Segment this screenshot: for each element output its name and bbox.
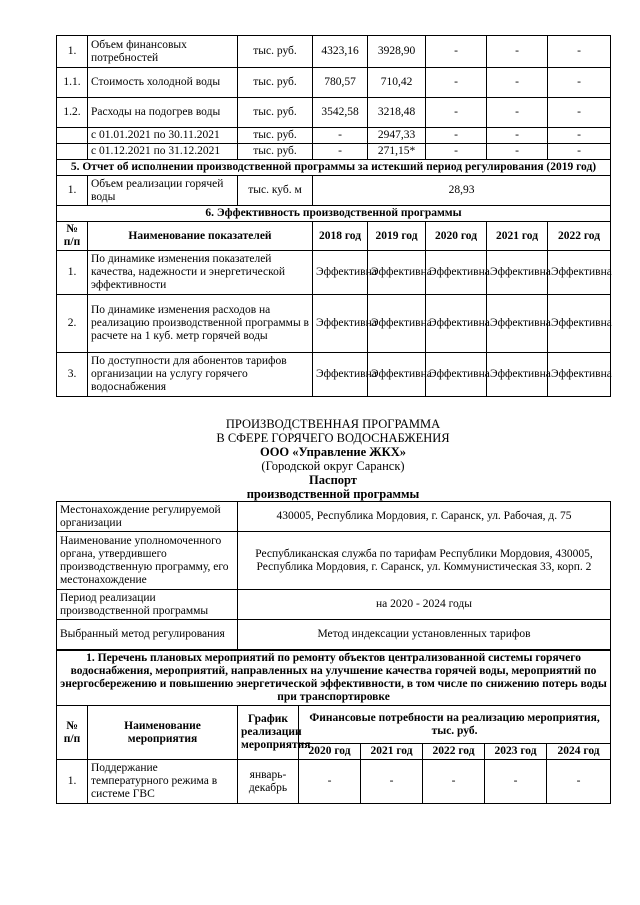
table-row: с 01.12.2021 по 31.12.2021 тыс. руб. - 271,15* - - - [57,144,611,160]
section-title-row [57,206,611,222]
heading-line-4: (Городской округ Саранск) [261,459,405,473]
section-title-row [57,160,611,176]
table-row: Наименование уполномоченного органа, утвердившего производственную программу, его местонахождение Республиканская служба по тарифам Республики Мордовия, 430005, Республика Мордовия, г. Саранск, ул. Коммунистическая 33, корп. 2 [57,532,611,590]
table-row: 3. По доступности для абонентов тарифов организации на услугу горячего водоснабжения Эффективна Эффективна Эффективна Эффективна Эффективна [57,353,611,397]
table-header-row: № п/п Наименование мероприятия График реализации мероприятия Финансовые потребности на реализацию мероприятия, тыс. руб. [57,706,611,744]
passport-table [56,501,611,650]
heading-line-2: В СФЕРЕ ГОРЯЧЕГО ВОДОСНАБЖЕНИЯ [216,431,450,445]
heading-line-6: производственной программы [246,487,420,501]
table-row: Местонахождение регулируемой организации 430005, Республика Мордовия, г. Саранск, ул. Рабочая, д. 75 [57,502,611,532]
heading-line-3: ООО «Управление ЖКХ» [259,445,407,459]
table-row: 1.2. Расходы на подогрев воды тыс. руб. 3542,58 3218,48 - - - [57,98,611,128]
table-row: Период реализации производственной программы на 2020 - 2024 годы [57,590,611,620]
table-row: 1. Объем реализации горячей воды тыс. куб. м 28,93 [57,176,611,206]
table-row: 2. По динамике изменения расходов на реализацию производственной программы в расчете на 1 куб. метр горячей воды Эффективна Эффективна Эффективна Эффективна Эффективна [57,295,611,353]
table-row: с 01.01.2021 по 30.11.2021 тыс. руб. - 2947,33 - - - [57,128,611,144]
table-row: 1.1. Стоимость холодной воды тыс. руб. 780,57 710,42 - - - [57,68,611,98]
document-page [56,35,610,804]
table-row: 1. Поддержание температурного режима в системе ГВС январь-декабрь - - - - - [57,760,611,804]
heading-line-1: ПРОИЗВОДСТВЕННАЯ ПРОГРАММА [225,417,441,431]
table-header-row: 2020 год 2021 год 2022 год 2023 год 2024 год [57,744,611,760]
table-row: 1. Объем финансовых потребностей тыс. руб. 4323,16 3928,90 - - - [57,36,611,68]
section-6-title: 6. Эффективность производственной программы [57,206,611,222]
financial-table [56,35,611,397]
program-heading [56,417,610,501]
section-title-row [57,651,611,706]
heading-line-5: Паспорт [309,473,357,487]
table-row: 1. По динамике изменения показателей качества, надежности и энергетической эффективности Эффективна Эффективна Эффективна Эффективна Эффективна [57,251,611,295]
section-1-title: 1. Перечень плановых мероприятий по ремонту объектов централизованной системы горячего водоснабжения, мероприятий, направленных на улучшение качества горячей воды, мероприятий по энергосбережению и повышению энергетической эффективности, в том числе по снижению потерь воды при транспортировке [57,651,611,706]
table-header-row: № п/п Наименование показателей 2018 год 2019 год 2020 год 2021 год 2022 год [57,222,611,251]
table-row: Выбранный метод регулирования Метод индексации установленных тарифов [57,620,611,650]
section-5-title: 5. Отчет об исполнении производственной программы за истекший период регулирования (2019 год) [57,160,611,176]
measures-table [56,650,611,804]
